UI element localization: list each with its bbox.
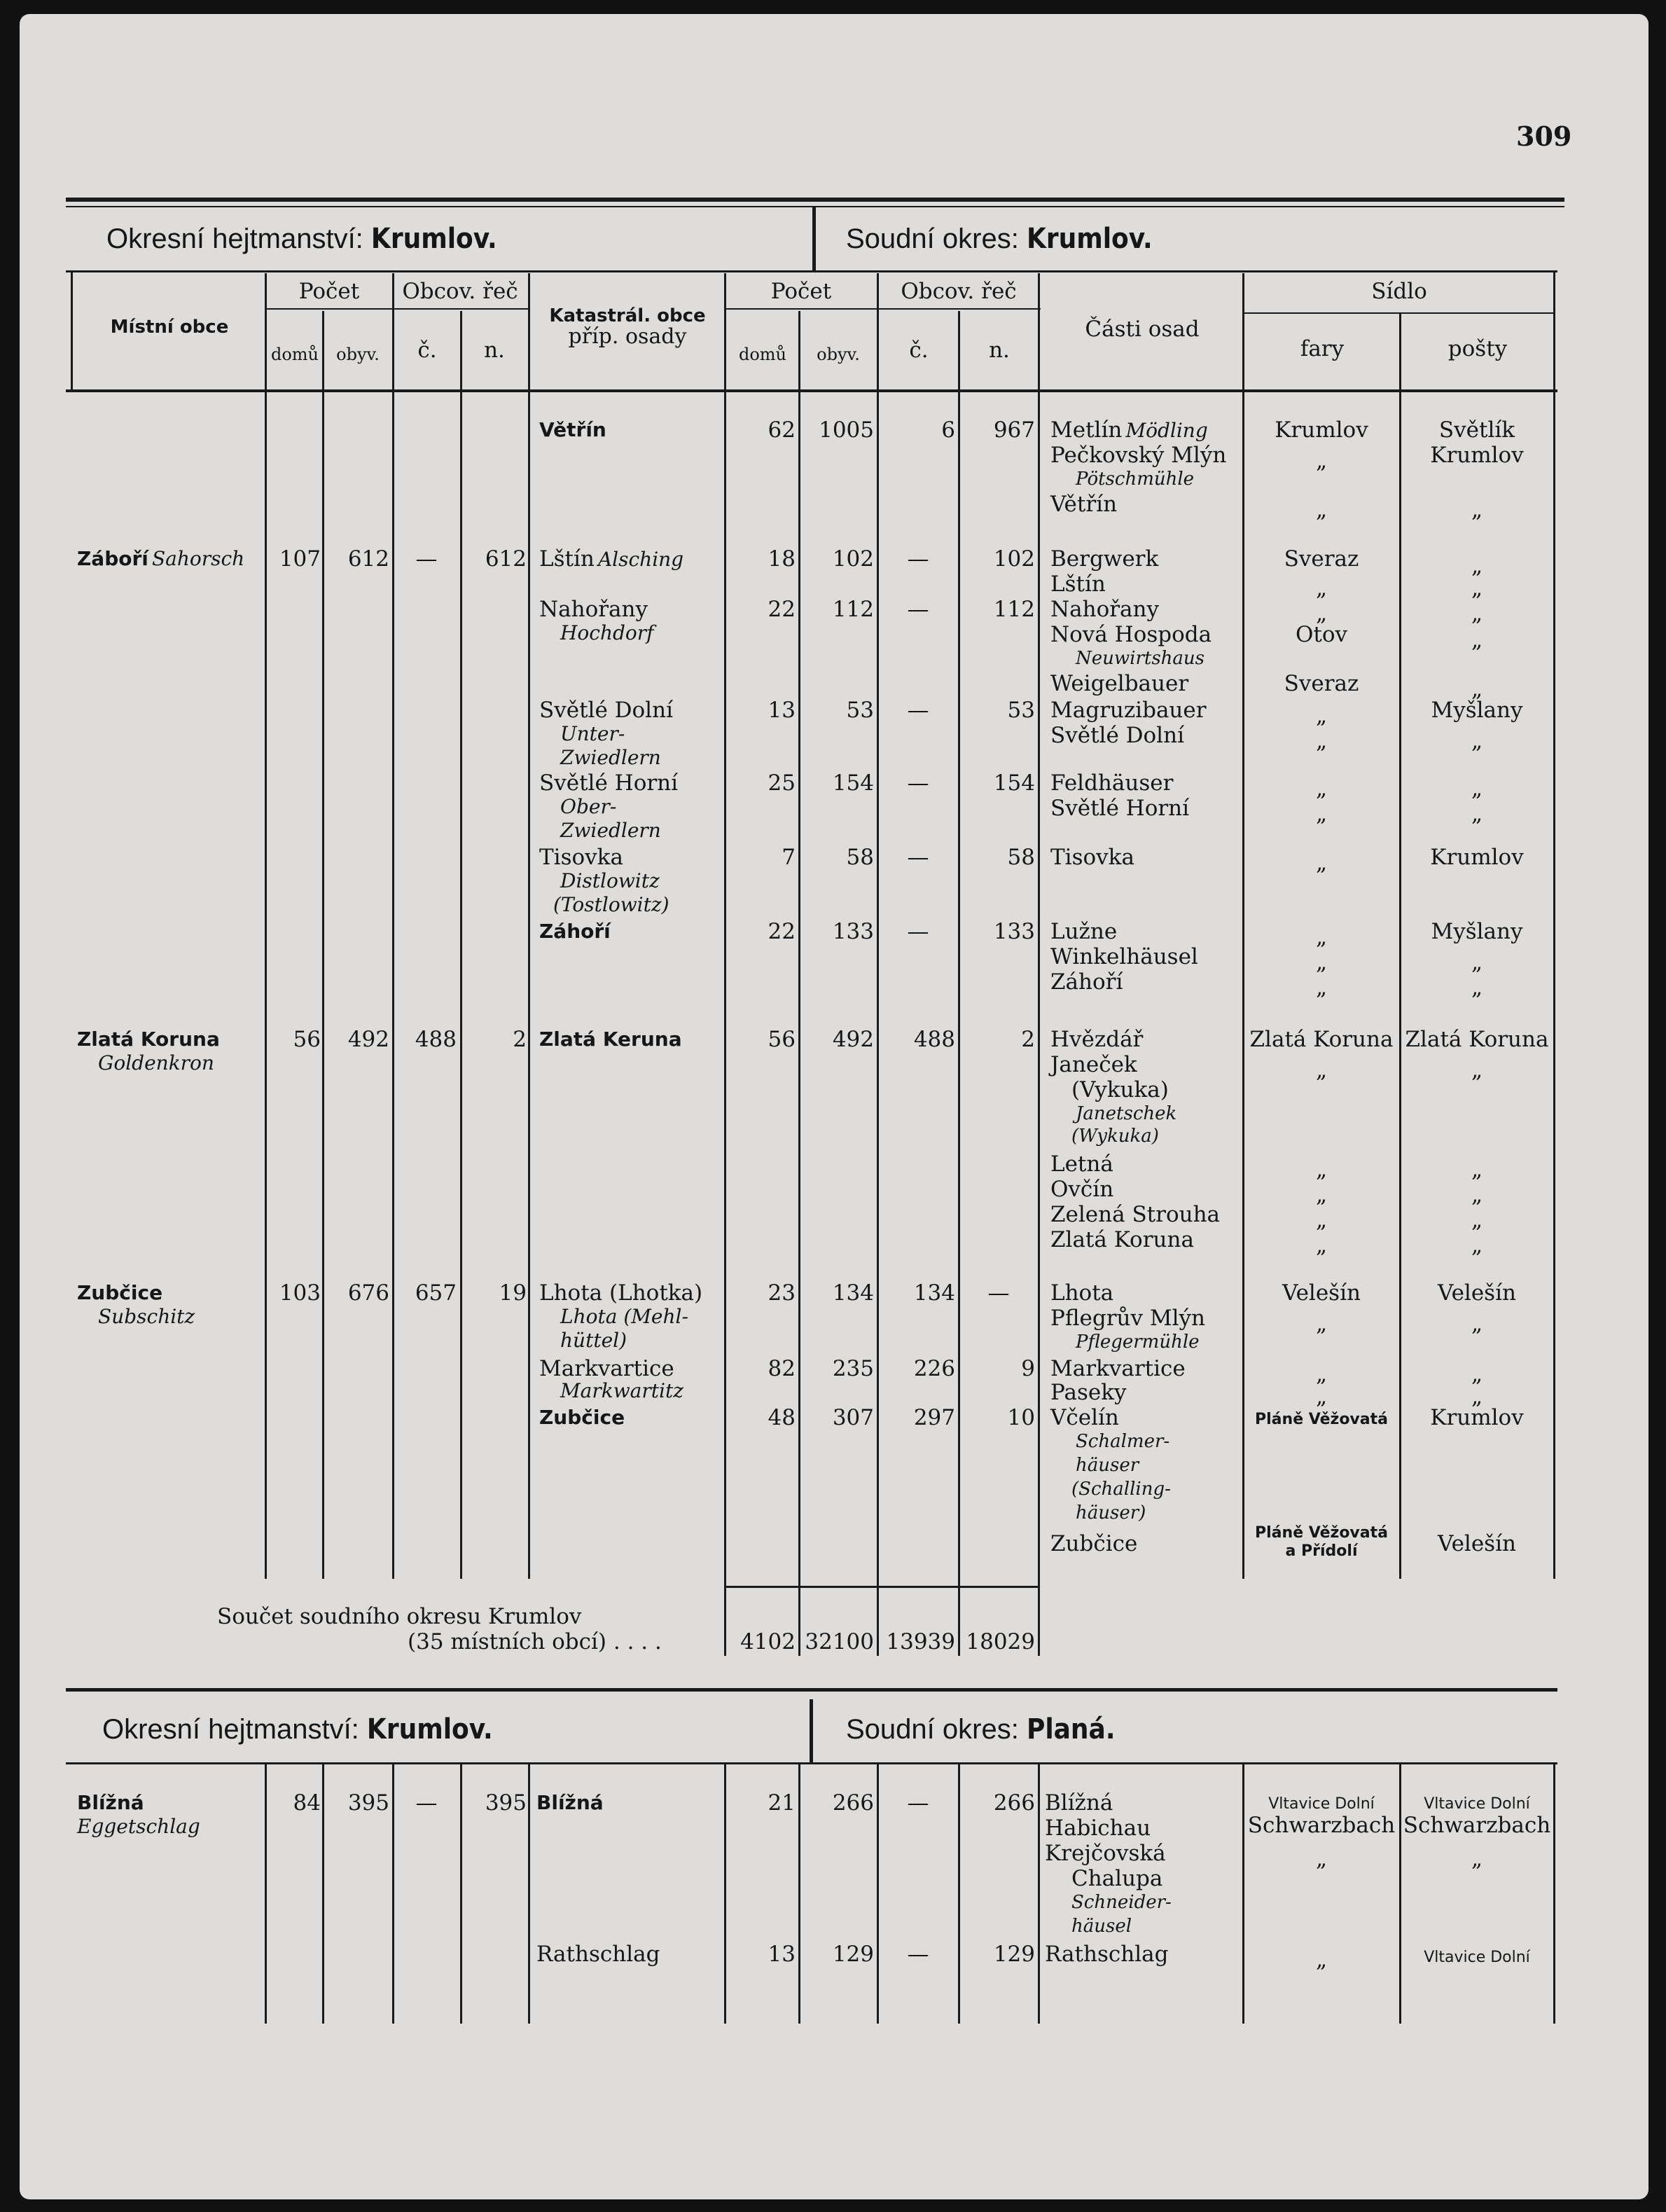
posta: Vltavice Dolní [1424, 1795, 1530, 1813]
cell: — [415, 1790, 438, 1816]
cell: 19 [499, 1280, 527, 1306]
okres-value: Krumlov. [1026, 223, 1153, 255]
posta: „ [1471, 1058, 1483, 1083]
vline-5 [528, 1764, 530, 2024]
fara: Vltavice Dolní [1268, 1795, 1375, 1813]
summary-c: 13939 [886, 1629, 955, 1654]
obec-name-de: Eggetschlag [77, 1815, 200, 1838]
katastral-name-de: Ober- [560, 795, 617, 818]
cell: 612 [485, 546, 527, 572]
cell: — [415, 546, 438, 572]
katastral-name-de: Distlowitz [560, 869, 660, 892]
cast-name: Paseky [1050, 1380, 1127, 1405]
fara: Sveraz [1284, 546, 1359, 572]
summary-domu: 4102 [740, 1629, 796, 1654]
cell: — [907, 919, 929, 944]
summary-label-2: (35 místních obcí) . . . . [408, 1629, 662, 1654]
fara: „ [1315, 925, 1328, 950]
posta: Krumlov [1430, 1405, 1524, 1430]
cell: 129 [993, 1942, 1035, 1967]
fara: „ [1315, 1208, 1328, 1233]
col-katastral [529, 305, 726, 347]
katastral-name-de: Markwartitz [560, 1379, 683, 1402]
fara: „ [1315, 601, 1328, 626]
cast-name-de: häusel [1071, 1916, 1132, 1937]
cast-name-de: Janetschek [1076, 1103, 1177, 1124]
cell: 53 [846, 698, 874, 723]
cast-name: Nová Hospoda [1050, 622, 1212, 647]
cell: 133 [993, 919, 1035, 944]
cell: 112 [832, 597, 874, 622]
obec-zubcice: Zubčice [77, 1281, 163, 1304]
fara: „ [1315, 801, 1328, 827]
fara: „ [1315, 497, 1328, 523]
cell: 13 [768, 698, 796, 723]
posta: Velešín [1438, 1280, 1516, 1306]
katastral-name-de: Hochdorf [560, 621, 654, 644]
cell: 129 [832, 1942, 874, 1967]
cast-name: Včelín [1050, 1405, 1119, 1430]
cast-name: Janeček [1050, 1052, 1137, 1077]
col-posty: pošty [1448, 336, 1508, 361]
cast-name: Zubčice [1050, 1531, 1138, 1556]
summary-label: Součet soudního okresu Krumlov [217, 1604, 582, 1629]
katastral-name-de: Unter- [560, 722, 625, 745]
cast-name: Weigelbauer [1050, 671, 1189, 696]
cast-name: Metlín [1050, 417, 1123, 443]
katastral-name: Zlatá Keruna [539, 1028, 682, 1051]
katastral-name-de: (Tostlowitz) [553, 893, 669, 916]
col-pocet-2: Počet [770, 279, 832, 304]
cell: 297 [913, 1405, 955, 1430]
cast-name-de: Mödling [1125, 419, 1208, 442]
fara: „ [1315, 975, 1328, 1000]
cell: 488 [415, 1027, 457, 1052]
vline-right [1553, 1764, 1555, 2024]
fara: Krumlov [1275, 417, 1368, 443]
cast-osady [1050, 417, 1208, 443]
posta: Krumlov [1430, 845, 1524, 870]
hejtmanstvi-value: Krumlov. [370, 223, 497, 255]
cast-name: Blížná [1045, 1790, 1113, 1816]
katastral-name: Světlé Horní [539, 770, 679, 796]
posta: „ [1471, 1182, 1483, 1208]
cell: 62 [768, 417, 796, 443]
cast-name: Tisovka [1050, 845, 1134, 870]
vline-8 [877, 273, 879, 1656]
col-c-1: č. [417, 338, 437, 363]
cell: 395 [347, 1790, 389, 1816]
cell: 48 [768, 1405, 796, 1430]
katastral-name: Záhoří [539, 920, 611, 943]
vline-1 [265, 273, 267, 1579]
cell: 58 [846, 845, 874, 870]
fara: „ [1315, 448, 1328, 473]
vline-7 [798, 311, 800, 1656]
katastral-name: Blížná [536, 1791, 604, 1814]
page-number: 309 [1516, 120, 1572, 152]
fara: „ [1315, 1233, 1328, 1258]
section2-hejtmanstvi [102, 1713, 493, 1746]
cast-name: Nahořany [1050, 597, 1160, 622]
fara: „ [1315, 703, 1328, 728]
col-fary: fary [1300, 336, 1345, 361]
cell: 235 [832, 1356, 874, 1381]
cast-name: Bergwerk [1050, 546, 1159, 572]
col-n-2: n. [989, 338, 1010, 363]
cast-name-de: Schalmer- [1076, 1431, 1170, 1452]
cell: — [907, 546, 929, 572]
obec-name-de: Subschitz [98, 1305, 195, 1328]
posta: Myšlany [1431, 919, 1523, 944]
summary-n: 18029 [966, 1629, 1035, 1654]
col-sidlo: Sídlo [1371, 279, 1427, 304]
cell: 488 [913, 1027, 955, 1052]
cell: 23 [768, 1280, 796, 1306]
hejtmanstvi-label: Okresní hejtmanství: [106, 223, 363, 254]
cell: 266 [832, 1790, 874, 1816]
col-obyv-2: obyv. [817, 345, 860, 364]
fara: „ [1315, 1362, 1328, 1387]
fara: Pláně Věžovatá [1255, 1524, 1388, 1542]
posta: Myšlany [1431, 698, 1523, 723]
cast-name: Lužne [1050, 919, 1118, 944]
fara: Zlatá Koruna [1249, 1027, 1394, 1052]
vline-4 [460, 311, 462, 1579]
cell: 102 [993, 546, 1035, 572]
cast-name: Lštín [1050, 572, 1106, 597]
col-pocet-1: Počet [298, 279, 360, 304]
cell: — [907, 770, 929, 796]
cell: 22 [768, 919, 796, 944]
header-divider [810, 1699, 813, 1764]
posta: Vltavice Dolní [1424, 1949, 1530, 1966]
col-c-2: č. [909, 338, 929, 363]
posta: „ [1471, 950, 1483, 975]
vline-right [1553, 270, 1555, 1579]
rule-top [66, 198, 1564, 202]
cell: 266 [993, 1790, 1035, 1816]
obec-zabori [77, 546, 244, 572]
okres-value: Planá. [1026, 1713, 1116, 1746]
cast-name-de: (Wykuka) [1071, 1126, 1159, 1147]
obec-name-de: Sahorsch [151, 547, 245, 570]
cast-name-de: Pötschmühle [1076, 469, 1195, 490]
katastral-name: Světlé Dolní [539, 698, 673, 723]
cell: — [907, 698, 929, 723]
cast-name: Pflegrův Mlýn [1050, 1306, 1206, 1331]
okres-label: Soudní okres: [846, 223, 1019, 254]
fara: Pláně Věžovatá [1255, 1411, 1388, 1428]
posta: „ [1471, 553, 1483, 579]
cell: 492 [832, 1027, 874, 1052]
obec-zlata-koruna: Zlatá Koruna [77, 1028, 220, 1051]
cell: 112 [993, 597, 1035, 622]
cell: 21 [768, 1790, 796, 1816]
posta: „ [1471, 728, 1483, 754]
posta: „ [1471, 1208, 1483, 1233]
vline-left [71, 270, 73, 389]
posta: „ [1471, 1384, 1483, 1409]
cast-name: Větřín [1050, 492, 1118, 517]
cast-name: Lhota [1050, 1280, 1114, 1306]
cell: — [907, 1790, 929, 1816]
cell: 154 [832, 770, 874, 796]
posta: „ [1471, 776, 1483, 801]
cell: — [987, 1280, 1010, 1306]
cell: 967 [993, 417, 1035, 443]
vline-10 [1038, 1764, 1040, 2024]
posta: „ [1471, 1362, 1483, 1387]
posta: „ [1471, 576, 1483, 601]
posta: „ [1471, 975, 1483, 1000]
posta: „ [1471, 677, 1483, 702]
cast-name-de: häuser [1076, 1455, 1139, 1476]
cell: 657 [415, 1280, 457, 1306]
katastral-name: Větřín [539, 418, 606, 441]
katastral-name: Lhota (Lhotka) [539, 1280, 703, 1306]
vline-3 [392, 273, 394, 1579]
cell: 56 [293, 1027, 321, 1052]
cell: 676 [347, 1280, 389, 1306]
cell: 53 [1007, 698, 1035, 723]
fara: Sveraz [1284, 671, 1359, 696]
rule-header [66, 270, 1557, 272]
cast-name: Zelená Strouha [1050, 1202, 1221, 1227]
cast-name-de: Pflegermühle [1076, 1332, 1200, 1353]
col-obcov-1: Obcov. řeč [402, 279, 518, 304]
posta: Velešín [1438, 1531, 1516, 1556]
cast-name-de: (Schalling- [1071, 1479, 1171, 1500]
cast-name: Světlé Dolní [1050, 723, 1184, 748]
posta: „ [1471, 801, 1483, 827]
katastral-name: Lštín [539, 546, 595, 572]
posta-de: Schwarzbach [1403, 1813, 1551, 1838]
cast-name: Světlé Horní [1050, 796, 1190, 821]
col-domu-1: domů [270, 345, 319, 364]
cell: 103 [279, 1280, 321, 1306]
posta: Krumlov [1430, 443, 1524, 468]
cell: — [907, 597, 929, 622]
cell: 1005 [819, 417, 874, 443]
fara: „ [1315, 950, 1328, 975]
katastral-name: Zubčice [539, 1406, 625, 1429]
katastral-name-de: Zwiedlern [560, 746, 661, 769]
cast-name: Letná [1050, 1152, 1113, 1177]
cell: 58 [1007, 845, 1035, 870]
fara-line2: a Přídolí [1285, 1542, 1358, 1560]
cell: 133 [832, 919, 874, 944]
cell: 102 [832, 546, 874, 572]
cell: 307 [832, 1405, 874, 1430]
katastral-name-de: Alsching [597, 548, 684, 571]
cast-name: Pečkovský Mlýn [1050, 443, 1227, 468]
fara: „ [1315, 850, 1328, 876]
fara: „ [1315, 1846, 1328, 1872]
cast-name: Ovčín [1050, 1177, 1114, 1202]
col-n-1: n. [484, 338, 505, 363]
katastral-name: Tisovka [539, 845, 623, 870]
cast-name-de: Schneider- [1071, 1892, 1172, 1913]
fara: „ [1315, 1182, 1328, 1208]
cell: 22 [768, 597, 796, 622]
summary-obyv: 32100 [805, 1629, 874, 1654]
cell: 7 [782, 845, 796, 870]
cell: 9 [1021, 1356, 1035, 1381]
rule-sub-2 [726, 308, 1041, 310]
cell: — [907, 1942, 929, 1967]
hejtmanstvi-value: Krumlov. [366, 1713, 493, 1746]
fara: „ [1315, 576, 1328, 601]
obec-blizna: Blížná [77, 1791, 144, 1814]
cast-name: Markvartice [1050, 1356, 1186, 1381]
cast-name: Zlatá Koruna [1050, 1227, 1194, 1252]
cast-name: Magruzibauer [1050, 698, 1207, 723]
cell: 612 [347, 546, 389, 572]
fara: „ [1315, 1157, 1328, 1182]
cast-name: Hvězdář [1050, 1027, 1144, 1052]
col-mistni-obce: Místní obce [110, 317, 229, 338]
posta: „ [1471, 601, 1483, 626]
cell: 134 [913, 1280, 955, 1306]
cell: 134 [832, 1280, 874, 1306]
katastral-name: Markvartice [539, 1356, 674, 1381]
obec-name: Záboří [77, 547, 148, 570]
section1-hejtmanstvi [106, 223, 497, 255]
cell: 18 [768, 546, 796, 572]
vline-1 [265, 1764, 267, 2024]
posta: „ [1471, 1311, 1483, 1336]
col-obcov-2: Obcov. řeč [901, 279, 1017, 304]
cell: 107 [279, 546, 321, 572]
cell: 492 [347, 1027, 389, 1052]
fara: „ [1315, 1384, 1328, 1409]
katastral-name: Rathschlag [536, 1942, 660, 1967]
col-obyv-1: obyv. [336, 345, 380, 364]
cast-name: Habichau [1045, 1816, 1151, 1841]
cell: 10 [1007, 1405, 1035, 1430]
cell: 6 [941, 417, 955, 443]
col-katastral-line2: příp. osady [568, 324, 687, 349]
obec-name-de: Goldenkron [98, 1051, 214, 1074]
rule-section2 [66, 1688, 1557, 1692]
fara: „ [1315, 1058, 1328, 1083]
cast-name: Chalupa [1071, 1866, 1163, 1891]
cast-name: Záhoří [1050, 969, 1123, 995]
fara: „ [1315, 728, 1328, 754]
vline-6 [724, 273, 726, 1656]
vline-9 [958, 311, 960, 1656]
cell: 154 [993, 770, 1035, 796]
posta: „ [1471, 1157, 1483, 1182]
cell: 13 [768, 1942, 796, 1967]
cast-name: (Vykuka) [1071, 1077, 1169, 1102]
rule-sum [724, 1586, 1039, 1588]
katastral-name-de: Zwiedlern [560, 819, 661, 842]
section2-okres [846, 1713, 1116, 1746]
katastral-name: Nahořany [539, 597, 648, 622]
col-domu-2: domů [738, 345, 787, 364]
okres-label: Soudní okres: [846, 1714, 1019, 1745]
cell: 82 [768, 1356, 796, 1381]
fara: „ [1315, 776, 1328, 801]
vline-10 [1038, 273, 1040, 1656]
katastral-name-de: Lhota (Mehl- [560, 1305, 688, 1328]
header-divider [812, 207, 816, 272]
col-casti-osad: Části osad [1085, 317, 1200, 342]
fara: Velešín [1282, 1280, 1361, 1306]
rule-sub-1 [266, 308, 529, 310]
cast-name-de: Neuwirtshaus [1076, 648, 1205, 669]
cast-name: Krejčovská [1045, 1841, 1166, 1866]
cell: 395 [485, 1790, 527, 1816]
cast-name-de: häuser) [1076, 1502, 1146, 1523]
posta: „ [1471, 1846, 1483, 1872]
fara: „ [1315, 1311, 1328, 1336]
posta: „ [1471, 628, 1483, 653]
posta: „ [1471, 1233, 1483, 1258]
vline-5 [528, 273, 530, 1579]
vline-2 [322, 311, 324, 1579]
katastral-lstin [539, 546, 683, 572]
cell: 2 [513, 1027, 527, 1052]
cell: 56 [768, 1027, 796, 1052]
rule-section2-header [66, 1762, 1557, 1764]
fara-de: Schwarzbach [1247, 1813, 1396, 1838]
cast-name: Feldhäuser [1050, 770, 1174, 796]
cast-name: Rathschlag [1045, 1942, 1169, 1967]
cell: 25 [768, 770, 796, 796]
fara: „ [1315, 1947, 1328, 1972]
rule-header-bottom [66, 389, 1557, 392]
katastral-name-de: hüttel) [560, 1329, 627, 1352]
section1-okres [846, 223, 1153, 255]
col-katastral-line1: Katastrál. obce [549, 305, 706, 326]
posta: „ [1471, 497, 1483, 523]
posta: Světlík [1438, 417, 1515, 443]
cell: — [907, 845, 929, 870]
cell: 226 [913, 1356, 955, 1381]
cast-name: Winkelhäusel [1050, 944, 1198, 969]
posta: Zlatá Koruna [1405, 1027, 1549, 1052]
cell: 2 [1021, 1027, 1035, 1052]
hejtmanstvi-label: Okresní hejtmanství: [102, 1714, 359, 1745]
cell: 84 [293, 1790, 321, 1816]
fara: Otov [1295, 622, 1348, 647]
